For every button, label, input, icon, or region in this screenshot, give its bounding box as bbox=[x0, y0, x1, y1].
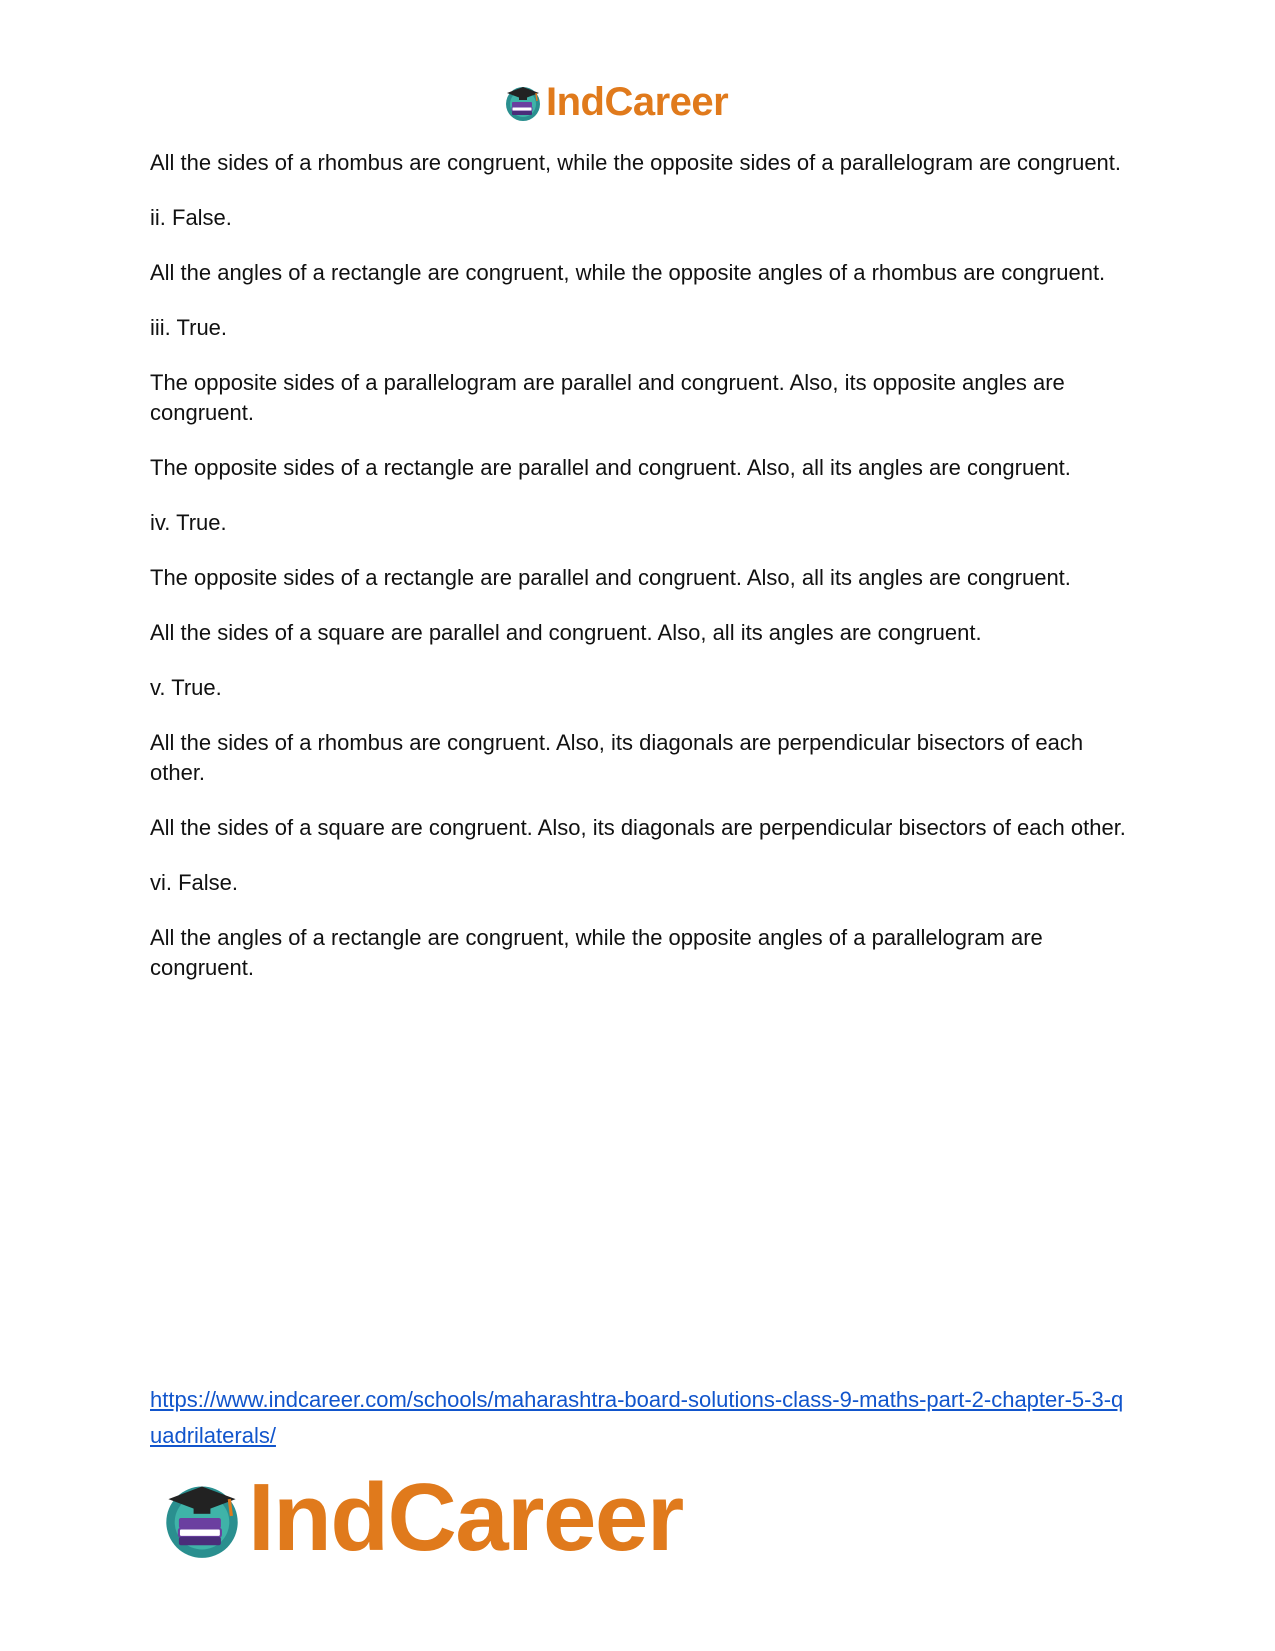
header-logo bbox=[503, 78, 728, 126]
paragraph: All the sides of a square are parallel and congruent. Also, all its angles are congruent. bbox=[150, 620, 982, 645]
paragraph: vi. False. bbox=[150, 870, 239, 895]
paragraph: v. True. bbox=[150, 675, 222, 700]
logo-text: IndCareer bbox=[248, 1464, 683, 1571]
paragraph: ii. False. bbox=[150, 205, 232, 230]
footer-logo bbox=[160, 1466, 683, 1570]
paragraph: iv. True. bbox=[150, 510, 227, 535]
paragraph: The opposite sides of a parallelogram are parallel and congruent. Also, its opposite angles are congruent. bbox=[150, 370, 1065, 425]
paragraph: All the angles of a rectangle are congruent, while the opposite angles of a parallelogram are congruent. bbox=[150, 925, 1043, 980]
paragraph: All the sides of a square are congruent. Also, its diagonals are perpendicular bisectors of each other. bbox=[150, 815, 1126, 840]
logo-text: IndCareer bbox=[546, 80, 729, 124]
paragraph: All the sides of a rhombus are congruent, while the opposite sides of a parallelogram are congruent. bbox=[150, 150, 1122, 175]
paragraph: The opposite sides of a rectangle are parallel and congruent. Also, all its angles are congruent. bbox=[150, 455, 1071, 480]
paragraph: iii. True. bbox=[150, 315, 228, 340]
paragraph: All the sides of a rhombus are congruent. Also, its diagonals are perpendicular bisectors of each other. bbox=[150, 730, 1084, 785]
graduation-globe-icon bbox=[503, 82, 543, 122]
graduation-globe-icon bbox=[160, 1476, 244, 1560]
paragraph: All the angles of a rectangle are congruent, while the opposite angles of a rhombus are congruent. bbox=[150, 260, 1106, 285]
paragraph: The opposite sides of a rectangle are parallel and congruent. Also, all its angles are congruent. bbox=[150, 565, 1071, 590]
source-link[interactable]: https://www.indcareer.com/schools/maharashtra-board-solutions-class-9-maths-part-2-chapter-5-3-quadrilaterals/ bbox=[150, 1387, 1124, 1448]
answer-content bbox=[150, 148, 1130, 1008]
